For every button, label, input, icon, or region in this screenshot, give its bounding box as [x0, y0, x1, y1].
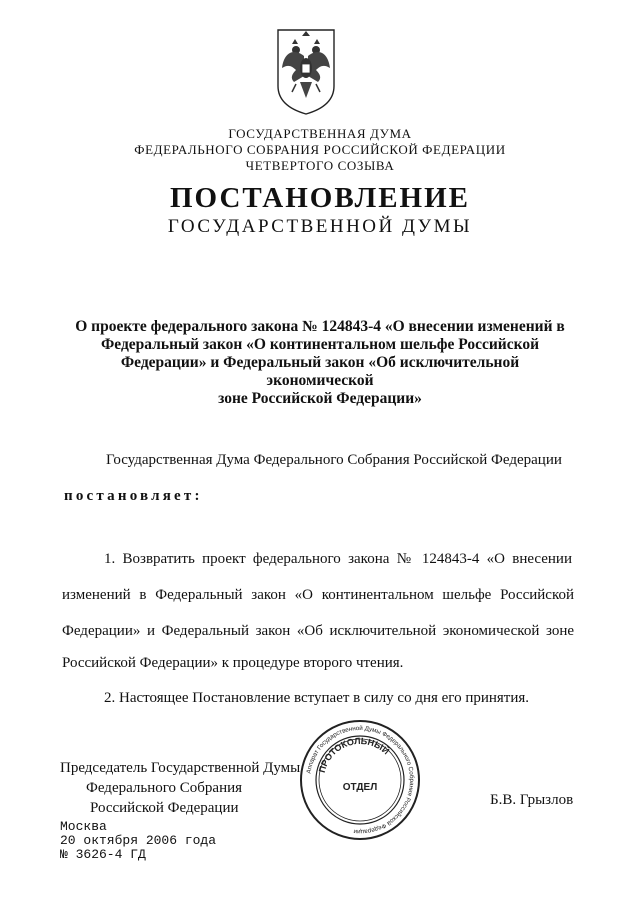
footer-place: Москва: [60, 819, 107, 834]
stamp-center-text: ОТДЕЛ: [342, 782, 378, 793]
footer-date: 20 октября 2006 года: [60, 833, 217, 848]
preamble-text: Государственная Дума Федерального Собрания Российской Федерации: [106, 452, 562, 468]
footer-number: № 3626-4 ГД: [60, 847, 146, 862]
position-line: Федерального Собрания: [86, 780, 243, 796]
footer-block: [60, 820, 216, 862]
header-assembly-name: ФЕДЕРАЛЬНОГО СОБРАНИЯ РОССИЙСКОЙ ФЕДЕРАЦИИ: [134, 142, 506, 157]
header-duma-name: ГОСУДАРСТВЕННАЯ ДУМА: [228, 126, 412, 141]
signatory-name: Б.В. Грызлов: [490, 792, 574, 808]
item2-text: 2. Настоящее Постановление вступает в силу со дня его принятия.: [104, 690, 530, 706]
header-convocation: ЧЕТВЕРТОГО СОЗЫВА: [245, 158, 395, 173]
decree-word: постановляет:: [64, 488, 203, 504]
item1-line: 1. Возвратить проект федерального закона № 124843-4 «О внесении: [104, 551, 572, 567]
document-issuer-heading: ГОСУДАРСТВЕННОЙ ДУМЫ: [167, 216, 473, 237]
title-line: Федеральный закон «О континентальном шельфе Российской: [100, 336, 540, 353]
position-line: Российской Федерации: [90, 800, 239, 816]
signatory-position: [60, 758, 300, 818]
stamp-middle-text: ПРОТОКОЛЬНЫЙ: [316, 735, 392, 774]
coat-of-arms-emblem: [274, 26, 338, 116]
title-line: О проекте федерального закона № 124843-4 «О внесении изменений в: [75, 318, 565, 335]
protocol-department-stamp: [298, 718, 422, 842]
document-title: [70, 318, 570, 408]
title-line: Федерации» и Федеральный закон «Об исключительной экономической: [120, 354, 520, 389]
item1-line: изменений в Федеральный закон «О континентальном шельфе Российской: [62, 587, 574, 603]
stamp-outer-text: Аппарат Государственной Думы Федерального Собрания Российской Федерации: [305, 724, 416, 836]
item1-line: Российской Федерации» к процедуре второго чтения.: [62, 655, 404, 671]
position-line: Председатель Государственной Думы: [60, 760, 301, 776]
item1-line: Федерации» и Федеральный закон «Об исключительной экономической зоне: [62, 623, 574, 639]
document-type-heading: ПОСТАНОВЛЕНИЕ: [169, 182, 470, 214]
title-line: зоне Российской Федерации»: [218, 390, 422, 407]
